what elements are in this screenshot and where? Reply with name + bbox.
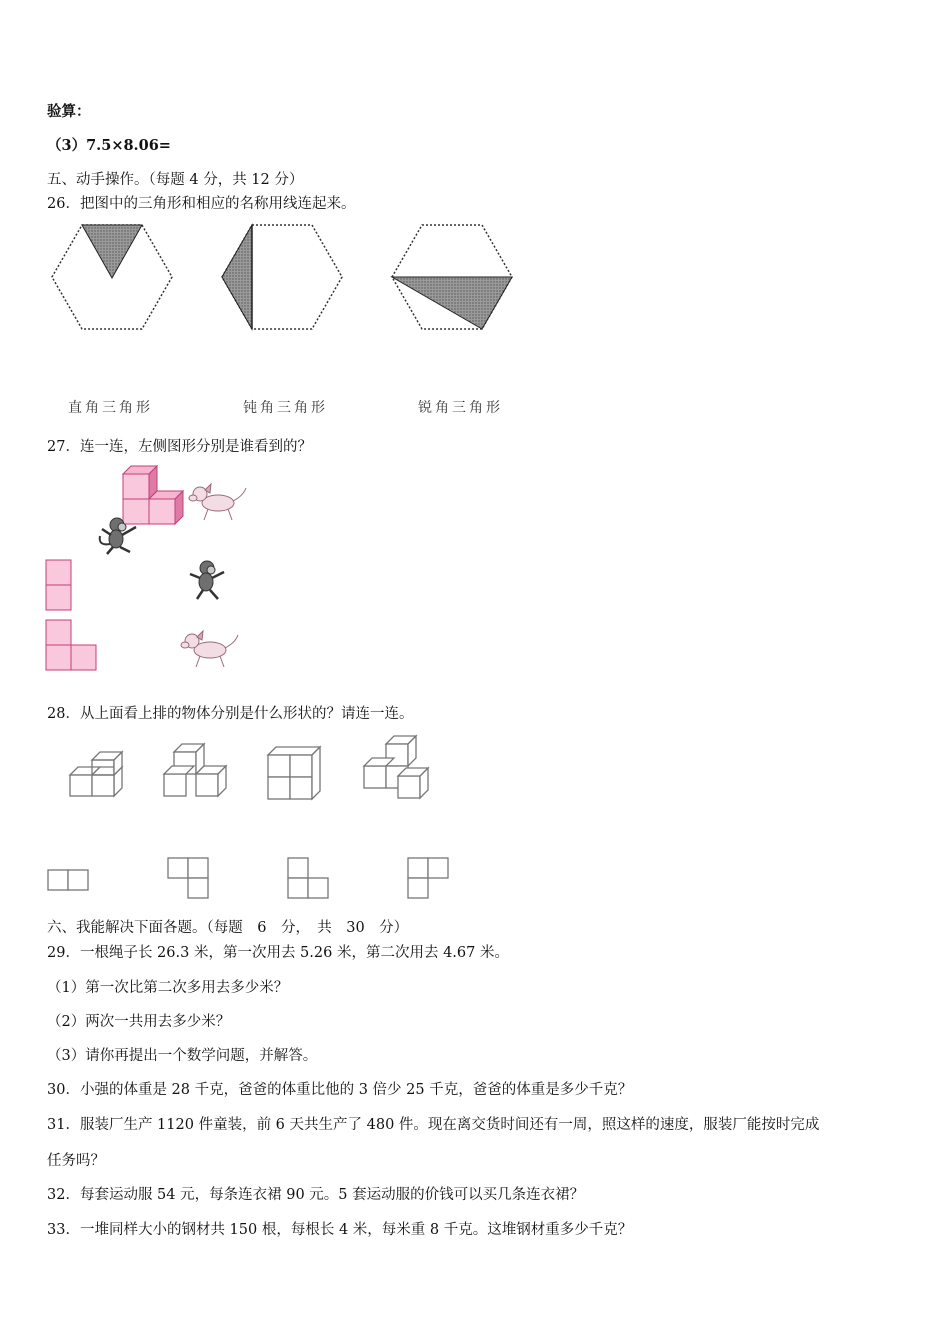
hexagon-obtuse-triangle (222, 225, 342, 329)
q26-hexagon-figures (40, 215, 530, 340)
question-29-2: （2）两次一共用去多少米？ (47, 1014, 231, 1030)
question-29-1: （1）第一次比第二次多用去多少米？ (47, 980, 289, 996)
question-29-3: （3）请你再提出一个数学问题，并解答。 (47, 1048, 318, 1064)
top-view-4 (408, 858, 448, 898)
cube-object-2 (164, 744, 226, 796)
section-5-title: 五、动手操作。（每题 4 分，共 12 分） (47, 172, 304, 188)
cube-object-4 (364, 736, 428, 798)
check-label: 验算： (47, 103, 91, 120)
label-obtuse-triangle: 钝角三角形 (243, 400, 328, 416)
cube-object-3 (268, 747, 320, 799)
hexagon-right-triangle (52, 225, 172, 329)
question-32: 32．每套运动服 54 元，每条连衣裙 90 元。5 套运动服的价钱可以买几条连衣裙？ (47, 1187, 585, 1203)
question-26: 26．把图中的三角形和相应的名称用线连起来。 (47, 196, 356, 212)
monkey-icon (190, 561, 224, 599)
question-31: 31．服装厂生产 1120 件童装，前 6 天共生产了 480 件。现在离交货时间还有一周，照这样的速度，服装厂能按时完成 (47, 1117, 820, 1133)
question-25-3: （3）7.5×8.06= (47, 137, 171, 154)
q28-figures (40, 730, 470, 905)
label-right-triangle: 直角三角形 (68, 400, 153, 416)
question-30: 30．小强的体重是 28 千克，爸爸的体重比他的 3 倍少 25 千克，爸爸的体重是多少千克？ (47, 1082, 633, 1098)
cube-object-1 (70, 752, 122, 796)
dog-icon (189, 484, 246, 520)
shape-l-view (46, 620, 96, 670)
shape-two-stacked (46, 560, 71, 610)
question-31-continued: 任务吗？ (47, 1153, 105, 1169)
question-28: 28．从上面看上排的物体分别是什么形状的？请连一连。 (47, 706, 414, 722)
dog-icon (181, 631, 238, 667)
q27-figures (40, 462, 270, 677)
label-acute-triangle: 锐角三角形 (418, 400, 503, 416)
question-27: 27．连一连，左侧图形分别是谁看到的？ (47, 439, 312, 455)
question-29: 29．一根绳子长 26.3 米，第一次用去 5.26 米，第二次用去 4.67 米。 (47, 945, 509, 961)
top-view-1 (48, 870, 88, 890)
hexagon-acute-triangle (392, 225, 512, 329)
top-view-2 (168, 858, 208, 898)
section-6-title: 六、我能解决下面各题。（每题 6 分， 共 30 分） (47, 920, 409, 936)
pink-cube-stack (123, 466, 183, 524)
question-33: 33．一堆同样大小的钢材共 150 根，每根长 4 米，每米重 8 千克。这堆钢材重多少千克？ (47, 1222, 633, 1238)
top-view-3 (288, 858, 328, 898)
